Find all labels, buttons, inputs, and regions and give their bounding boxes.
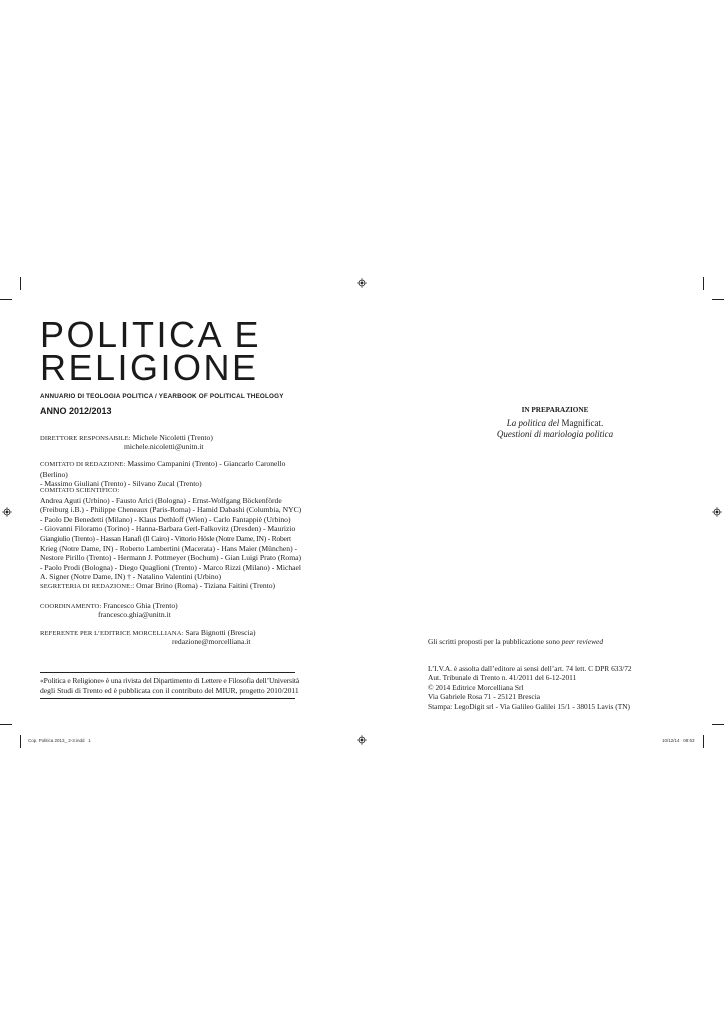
slug-date: 10/12/14 08:53 [662,738,695,743]
crop-mark [712,299,724,300]
comitato-redazione-label: COMITATO DI REDAZIONE: [40,461,126,468]
coordinamento-label: COORDINAMENTO: [40,603,102,610]
journal-subtitle: ANNUARIO DI TEOLOGIA POLITICA / YEARBOOK OF POLITICAL THEOLOGY [40,393,284,400]
in-preparazione-title-italic: La politica del [506,418,560,429]
colophon-line: Via Gabriele Rosa 71 - 25121 Brescia [428,692,541,702]
comitato-scientifico-line: Andrea Aguti (Urbino) - Fausto Arici (Bologna) - Ernst-Wolfgang Böckenförde [40,495,282,505]
coordinamento-name: Francesco Ghia (Trento) [103,601,178,610]
registration-mark-icon [357,278,367,288]
journal-year: ANNO 2012/2013 [40,406,112,416]
registration-mark-icon [357,735,367,745]
in-preparazione-block [455,406,655,440]
colophon-line: © 2014 Editrice Morcelliana Srl [428,682,524,692]
colophon-block [428,664,632,711]
comitato-scientifico-line: (Freiburg i.B.) - Philippe Cheneaux (Paris-Roma) - Hamid Dabashi (Columbia, NYC) [40,505,302,515]
colophon-line: Stampa: LegoDigit srl - Via Galileo Galilei 15/1 - 38015 Lavis (TN) [428,701,631,711]
comitato-scientifico-line: A. Signer (Notre Dame, IN) † - Natalino Valentini (Urbino) [40,572,222,582]
note-block [40,676,300,695]
journal-title [40,314,262,388]
registration-mark-icon [712,507,722,517]
segreteria-label: SEGRETERIA DI REDAZIONE: [40,583,133,590]
segreteria-text: : Omar Brino (Roma) - Tiziana Faitini (Trento) [132,581,276,590]
direttore-name: Michele Nicoletti (Trento) [132,433,213,442]
comitato-scientifico-label: COMITATO SCIENTIFICO: [40,487,120,494]
direttore-email: michele.nicoletti@unitn.it [124,442,204,451]
note-bottom-rule [40,698,295,699]
peer-review-text: Gli scritti proposti per la pubblicazione sono [428,637,560,646]
direttore-label: DIRETTORE RESPONSABILE: [40,435,131,442]
crop-mark [0,724,12,725]
colophon-line: L’I.V.A. è assolta dall’editore ai sensi dell’art. 74 lett. C DPR 633/72 [428,664,632,673]
comitato-scientifico-line: - Giovanni Filoramo (Torino) - Hanna-Barbara Gerl-Falkovitz (Dresden) - Maurizio [40,524,296,534]
comitato-redazione-text: Massimo Campanini (Trento) - Giancarlo Caronello (Berlino) [40,459,286,479]
segreteria-block [40,581,310,592]
in-preparazione-heading: IN PREPARAZIONE [521,406,589,414]
crop-mark [703,277,704,290]
crop-mark [20,735,21,748]
journal-title-line2: RELIGIONE [40,347,259,388]
crop-mark [703,735,704,748]
referente-email: redazione@morcelliana.it [172,637,251,646]
peer-review-italic: peer reviewed [561,637,604,646]
slug-file: Cop. Politica 2013_ 2-3.indd 1 [28,738,91,743]
registration-mark-icon [2,507,12,517]
referente-label: REFERENTE PER L’EDITRICE MORCELLIANA: [40,630,184,637]
in-preparazione-title-roman: Magnificat. [561,418,604,429]
crop-mark [0,299,12,300]
crop-mark [712,724,724,725]
peer-review-note [428,637,603,646]
referente-name: Sara Bignotti (Brescia) [185,628,256,637]
comitato-scientifico-line: Giangiulio (Trento) - Hassan Hanafi (Il Cairo) - Vittorio Hösle (Notre Dame, IN) - Robert [40,533,291,543]
note-line: degli Studi di Trento ed è pubblicata con il contributo del MIUR, progetto 2010/2011 [40,685,299,695]
coordinamento-email: francesco.ghia@unitn.it [98,610,171,619]
comitato-scientifico-line: - Paolo De Benedetti (Milano) - Klaus Dethloff (Wien) - Carlo Fantappiè (Urbino) [40,514,291,524]
comitato-redazione-block [40,459,310,489]
comitato-scientifico-line: Nestore Pirillo (Trento) - Hermann J. Pottmeyer (Bochum) - Gian Luigi Prato (Roma) [40,553,302,563]
comitato-scientifico-block [40,486,302,582]
note-line: «Politica e Religione» è una rivista del Dipartimento di Lettere e Filosofia dell’Università [40,676,300,685]
coordinamento-block [40,601,310,612]
journal-title-line1: POLITICA E [40,314,262,355]
comitato-scientifico-line: Krieg (Notre Dame, IN) - Roberto Lambertini (Macerata) - Hans Maier (München) - [40,543,298,553]
comitato-redazione-text2: - Massimo Giuliani (Trento) - Silvano Zucal (Trento) [40,479,202,489]
in-preparazione-subtitle: Questioni di mariologia politica [496,429,614,440]
note-top-rule [40,672,295,673]
crop-mark [20,277,21,290]
comitato-scientifico-line: - Paolo Prodi (Bologna) - Diego Quaglioni (Trento) - Marco Rizzi (Milano) - Michael [40,562,302,572]
colophon-line: Aut. Tribunale di Trento n. 41/2011 del 6-12-2011 [428,673,577,683]
